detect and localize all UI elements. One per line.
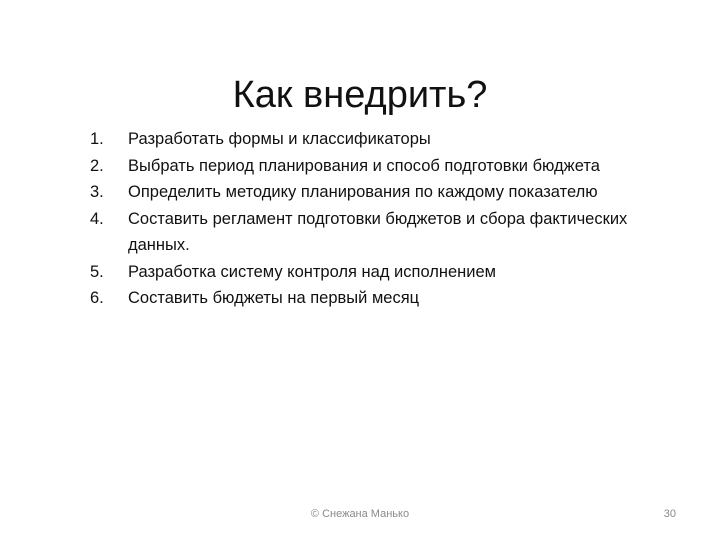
list-item bbox=[90, 206, 690, 259]
list-item bbox=[90, 179, 690, 206]
list-item-number: 2. bbox=[90, 156, 104, 175]
page-number: 30 bbox=[663, 508, 676, 520]
list-item bbox=[90, 285, 690, 312]
list-item-number: 1. bbox=[90, 130, 104, 148]
list-item-text: Составить бюджеты на первый месяц bbox=[128, 289, 420, 307]
numbered-list bbox=[90, 126, 690, 312]
list-item-number: 5. bbox=[90, 262, 104, 281]
list-item-text: Составить регламент подготовки бюджетов и сбора фактических данных. bbox=[128, 209, 628, 254]
list-item-text: Выбрать период планирования и способ подготовки бюджета bbox=[128, 156, 600, 175]
slide-title: Как внедрить? bbox=[232, 74, 488, 117]
footer-copyright: © Снежана Манько bbox=[310, 508, 410, 520]
list-item-number: 4. bbox=[90, 209, 104, 228]
list-item bbox=[90, 259, 690, 286]
list-item-text: Определить методику планирования по каждому показателю bbox=[128, 183, 598, 201]
list-item-number: 6. bbox=[90, 289, 104, 307]
list-item-number: 3. bbox=[90, 183, 104, 201]
list-item-text: Разработать формы и классификаторы bbox=[128, 130, 431, 148]
list-item-text: Разработка систему контроля над исполнением bbox=[128, 262, 497, 281]
list-item bbox=[90, 126, 690, 153]
list-item bbox=[90, 153, 690, 180]
